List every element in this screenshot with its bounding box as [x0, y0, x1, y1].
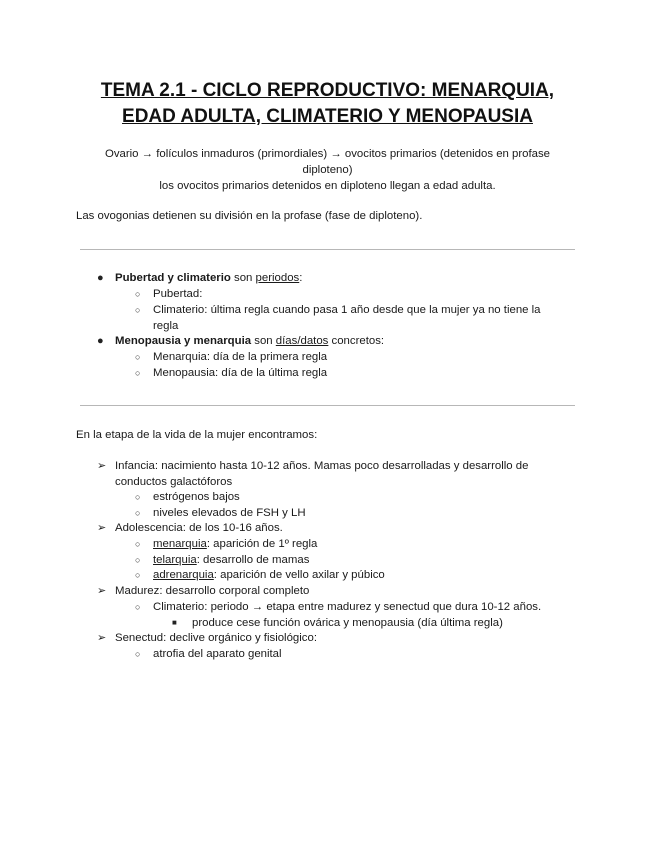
list-item-adrenarquia-def	[153, 567, 385, 583]
horizontal-rule-1	[80, 249, 575, 250]
circle-marker: ○	[135, 289, 141, 299]
circle-marker: ○	[135, 570, 141, 580]
text-span: son	[251, 335, 276, 347]
circle-marker: ○	[135, 602, 141, 612]
underlined-term: días/datos	[275, 335, 329, 347]
circle-marker: ○	[135, 539, 141, 549]
circle-marker: ○	[135, 649, 141, 659]
document-title	[60, 78, 595, 130]
underlined-term: adrenarquia	[153, 569, 214, 581]
ovogonias-paragraph: Las ovogonias detienen su división en la profase (fase de diploteno).	[76, 210, 423, 222]
text-span: : aparición de 1º regla	[206, 538, 318, 550]
title-line-1: TEMA 2.1 - CICLO REPRODUCTIVO: MENARQUIA,	[100, 80, 555, 101]
list-item-cese-funcion: produce cese función ovárica y menopausia (día última regla)	[192, 617, 503, 629]
circle-marker: ○	[135, 492, 141, 502]
arrow-marker: ➢	[97, 585, 107, 597]
list-item-atrofia: atrofia del aparato genital	[153, 648, 282, 660]
text-span: son	[230, 272, 256, 284]
intro-line-1: Ovario → folículos inmaduros (primordiales) → ovocitos primarios (detenidos en profase	[104, 148, 551, 160]
list-item-climaterio	[153, 302, 578, 334]
list-item-adolescencia: Adolescencia: de los 10-16 años.	[115, 522, 283, 534]
list-item-menopausia: Menopausia: día de la última regla	[153, 367, 328, 379]
circle-marker: ○	[135, 368, 141, 378]
circle-marker: ○	[135, 508, 141, 518]
list-item-pubertad: Pubertad:	[153, 288, 203, 300]
intro-line-3: los ovocitos primarios detenidos en diploteno llegan a edad adulta.	[159, 180, 496, 192]
title-line-2: EDAD ADULTA, CLIMATERIO Y MENOPAUSIA	[122, 106, 533, 127]
list-item-climaterio-periodo: Climaterio: periodo → etapa entre madurez y senectud que dura 10-12 años.	[153, 601, 542, 613]
list-item-estrogenos: estrógenos bajos	[153, 491, 240, 503]
text-span: : desarrollo de mamas	[196, 554, 310, 566]
list-item-madurez: Madurez: desarrollo corporal completo	[115, 585, 310, 597]
list-item-menarquia: Menarquia: día de la primera regla	[153, 351, 328, 363]
circle-marker: ○	[135, 352, 141, 362]
text-span: :	[299, 272, 303, 284]
horizontal-rule-2	[80, 405, 575, 406]
list-item-pubertad-climaterio	[115, 270, 302, 286]
list-item-menarquia-def	[153, 536, 317, 552]
underlined-term: periodos	[255, 272, 300, 284]
text-line: Infancia: nacimiento hasta 10-12 años. Mamas poco desarrolladas y desarrollo de	[115, 460, 529, 472]
text-line: regla	[153, 320, 179, 332]
list-item-fsh-lh: niveles elevados de FSH y LH	[153, 507, 306, 519]
underlined-term: menarquia	[153, 538, 207, 550]
arrow-marker: ➢	[97, 522, 107, 534]
intro-line-2: diploteno)	[302, 164, 353, 176]
etapas-lead-paragraph: En la etapa de la vida de la mujer encontramos:	[76, 429, 318, 441]
list-item-telarquia-def	[153, 552, 309, 568]
list-item-senectud: Senectud: declive orgánico y fisiológico:	[115, 632, 317, 644]
circle-marker: ○	[135, 305, 141, 315]
bullet-marker: ●	[97, 335, 104, 347]
bold-text: Menopausia y menarquia	[115, 335, 252, 347]
list-item-infancia	[115, 458, 578, 490]
list-item-menopausia-menarquia	[115, 333, 384, 349]
arrow-marker: ➢	[97, 460, 107, 472]
arrow-marker: ➢	[97, 632, 107, 644]
bold-text: Pubertad y climaterio	[115, 272, 231, 284]
underlined-term: telarquia	[153, 554, 197, 566]
square-marker: ■	[172, 618, 177, 627]
bullet-marker: ●	[97, 272, 104, 284]
text-line: conductos galactóforos	[115, 476, 233, 488]
text-span: concretos:	[328, 335, 385, 347]
text-span: : aparición de vello axilar y púbico	[213, 569, 385, 581]
circle-marker: ○	[135, 555, 141, 565]
intro-paragraph	[75, 146, 580, 194]
text-line: Climaterio: última regla cuando pasa 1 año desde que la mujer ya no tiene la	[153, 304, 541, 316]
